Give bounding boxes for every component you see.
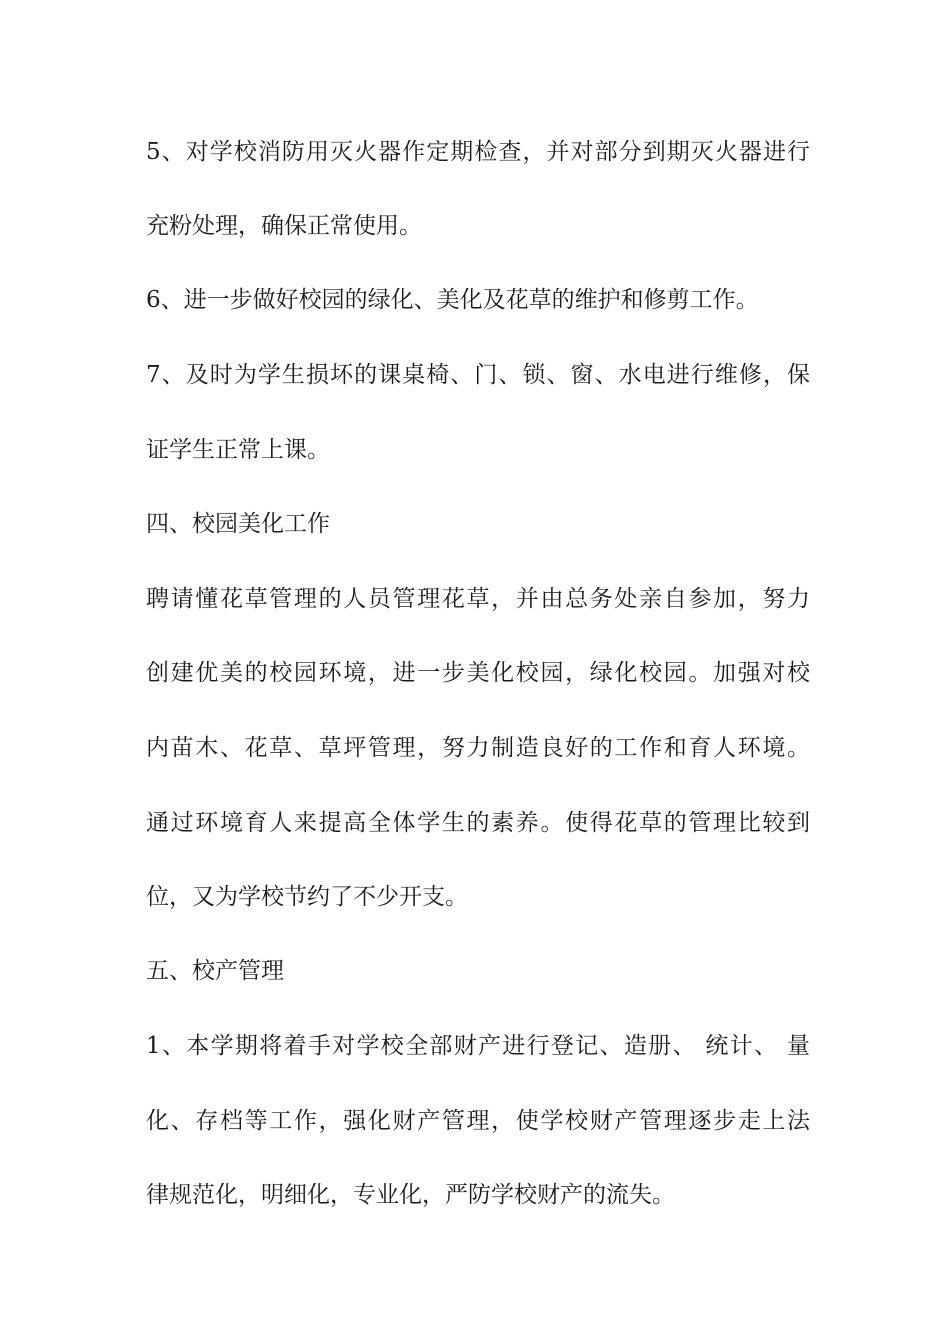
- section-heading: 五、校产管理: [146, 958, 284, 984]
- text-line: 充粉处理，确保正常使用。: [146, 213, 422, 239]
- text-line: 通过环境育人来提高全体学生的素养。使得花草的管理比较到: [146, 810, 810, 836]
- text-line: 6、进一步做好校园的绿化、美化及花草的维护和修剪工作。: [146, 287, 759, 313]
- text-line: 5、对学校消防用灭火器作定期检查，并对部分到期灭火器进行: [146, 139, 810, 165]
- text-line: 律规范化，明细化，专业化，严防学校财产的流失。: [146, 1182, 675, 1208]
- text-line: 证学生正常上课。: [146, 437, 330, 463]
- text-line: 位，又为学校节约了不少开支。: [146, 884, 468, 910]
- text-line: 7、及时为学生损坏的课桌椅、门、锁、窗、水电进行维修，保: [146, 362, 810, 388]
- text-line: 1、本学期将着手对学校全部财产进行登记、造册、 统计、 量: [146, 1033, 810, 1059]
- section-heading: 四、校园美化工作: [146, 511, 330, 537]
- text-line: 化、存档等工作，强化财产管理，使学校财产管理逐步走上法: [146, 1108, 810, 1134]
- text-line: 聘请懂花草管理的人员管理花草，并由总务处亲自参加，努力: [146, 586, 810, 612]
- text-line: 内苗木、花草、草坪管理，努力制造良好的工作和育人环境。: [146, 735, 810, 761]
- text-line: 创建优美的校园环境，进一步美化校园，绿化校园。加强对校: [146, 660, 810, 686]
